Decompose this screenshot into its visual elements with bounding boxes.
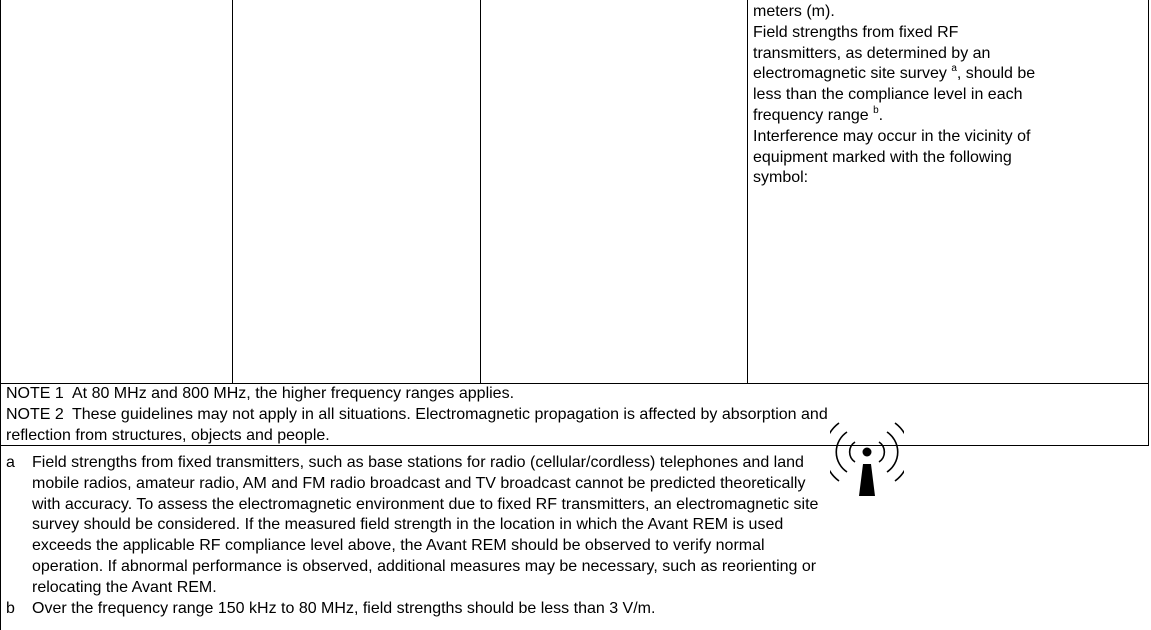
cell-text: .: [878, 106, 884, 124]
empty-cell-2: [233, 0, 480, 383]
cell-line: transmitters, as determined by an: [753, 44, 991, 62]
cell-line: [753, 106, 1145, 127]
footnote-line: exceeds the applicable RF compliance level above, the Avant REM should be observed to verify normal: [32, 537, 765, 555]
compliance-guidance-cell: [753, 2, 1145, 189]
cell-line: meters (m).: [753, 3, 835, 20]
cell-text: frequency range: [753, 106, 869, 124]
cell-text: , should be: [956, 65, 1036, 83]
cell-line: symbol:: [753, 169, 809, 187]
footnote-line: relocating the Avant REM.: [32, 578, 217, 596]
note-text: These guidelines may not apply in all situations. Electromagnetic propagation is affected by absorption and: [72, 405, 828, 423]
footnotes-section: [6, 453, 1146, 619]
footnote-line: Field strengths from fixed transmitters, such as base stations for radio (cellular/cordless) telephones and land: [32, 454, 804, 471]
footnote-key: b: [6, 599, 15, 617]
cell-line: Field strengths from fixed RF: [753, 23, 959, 41]
notes-section: [6, 384, 1146, 446]
note-text: At 80 MHz and 800 MHz, the higher frequency ranges applies.: [72, 385, 515, 402]
footnote-a: [6, 453, 1146, 599]
note-2: [6, 405, 1146, 426]
footnote-line: survey should be considered. If the measured field strength in the location in which the Avant REM is used: [32, 516, 784, 534]
note-label: NOTE 2: [6, 405, 64, 423]
footnote-line: with accuracy. To assess the electromagnetic environment due to fixed RF transmitters, an electromagnetic site: [32, 495, 819, 513]
cell-text: electromagnetic site survey: [753, 65, 947, 83]
cell-line: less than the compliance level in each: [753, 86, 1023, 104]
footnote-line: mobile radios, amateur radio, AM and FM radio broadcast and TV broadcast cannot be predicted theoretically: [32, 474, 806, 492]
footnote-key: a: [6, 454, 15, 471]
table-border-right: [1148, 0, 1149, 446]
footnote-ref-a: a: [951, 63, 957, 75]
note-2-continued: reflection from structures, objects and people.: [6, 426, 330, 444]
note-label: NOTE 1: [6, 385, 64, 402]
cell-line: [753, 64, 1145, 85]
cell-line: Interference may occur in the vicinity of: [753, 127, 1031, 145]
footnote-b: [6, 599, 1146, 620]
footnote-ref-b: b: [873, 104, 879, 116]
footnote-line: Over the frequency range 150 kHz to 80 MHz, field strengths should be less than 3 V/m.: [32, 599, 656, 617]
note-1: [6, 384, 1146, 405]
column-divider-3: [747, 0, 748, 384]
cell-line: equipment marked with the following: [753, 148, 1012, 166]
empty-cell-1: [1, 0, 232, 383]
footnote-line: operation. If abnormal performance is observed, additional measures may be necessary, such as reorienting or: [32, 557, 817, 575]
empty-cell-3: [481, 0, 747, 383]
